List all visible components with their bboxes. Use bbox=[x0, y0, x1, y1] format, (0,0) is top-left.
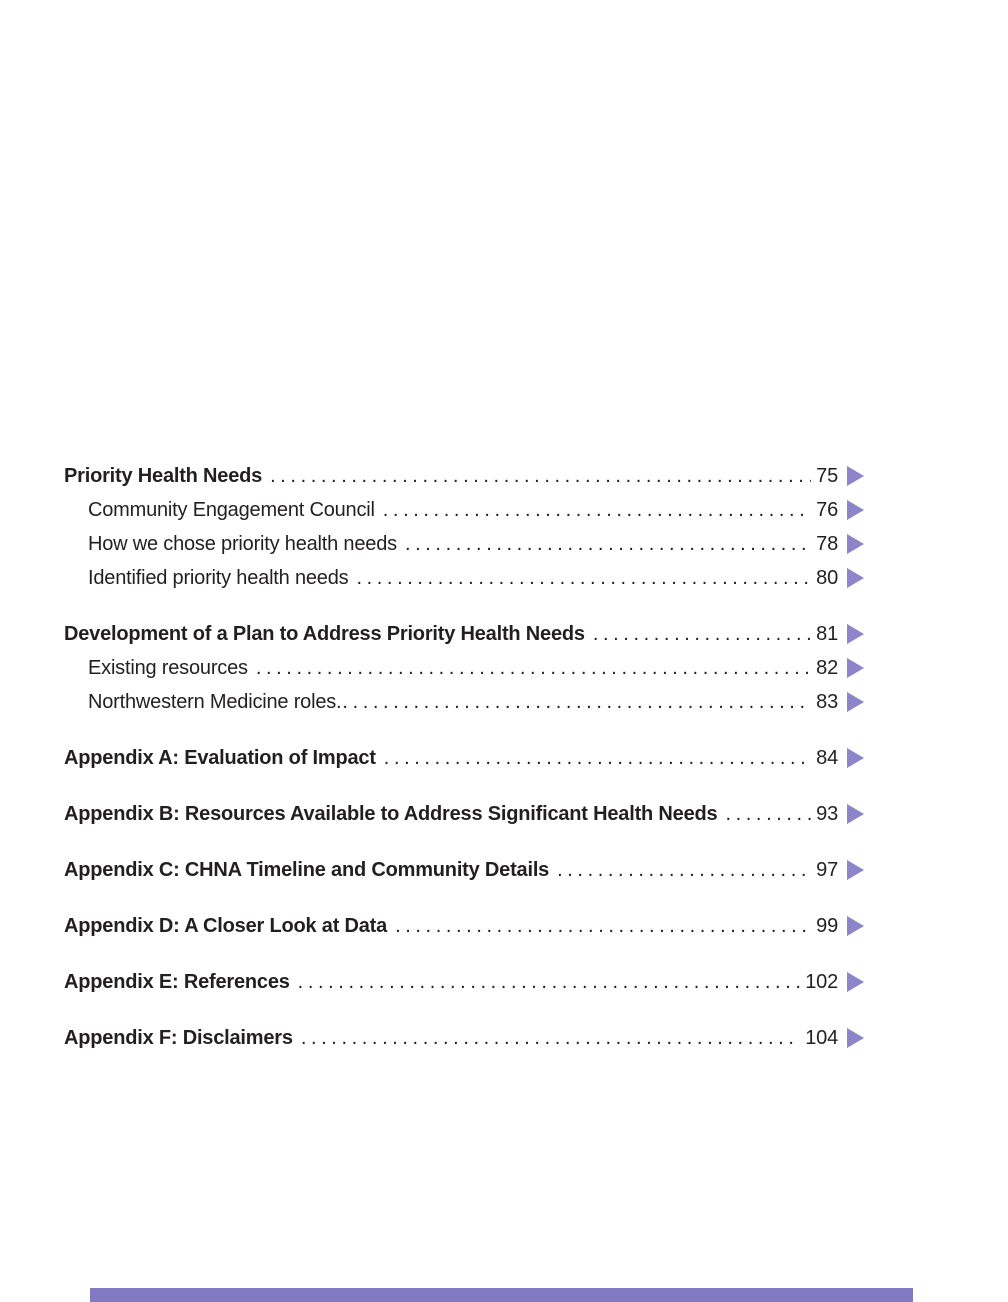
toc-entry[interactable] bbox=[64, 617, 864, 651]
arrow-right-icon[interactable] bbox=[847, 500, 864, 520]
toc-entry[interactable] bbox=[64, 797, 864, 831]
toc-entry[interactable] bbox=[64, 909, 864, 943]
arrow-right-icon[interactable] bbox=[847, 1028, 864, 1048]
arrow-right-icon[interactable] bbox=[847, 534, 864, 554]
toc-entry-page-number: 84 bbox=[816, 747, 838, 769]
dot-leader bbox=[342, 685, 811, 719]
toc-entry[interactable] bbox=[64, 493, 864, 527]
dot-leader bbox=[593, 617, 811, 651]
next-page-top-edge-bar bbox=[90, 1288, 913, 1302]
toc-entry-label: Development of a Plan to Address Priority Health Needs bbox=[64, 623, 585, 645]
toc-entry-page-number: 102 bbox=[805, 971, 838, 993]
dot-leader bbox=[270, 459, 811, 493]
toc-entry-label: Priority Health Needs bbox=[64, 465, 263, 487]
dot-leader bbox=[384, 741, 811, 775]
toc-entry-page-number: 83 bbox=[816, 691, 838, 713]
toc-entry-page-number: 80 bbox=[816, 567, 838, 589]
toc-entry-page-number: 75 bbox=[816, 465, 838, 487]
toc-entry-label: Identified priority health needs bbox=[88, 567, 349, 589]
arrow-right-icon[interactable] bbox=[847, 916, 864, 936]
toc-entry[interactable] bbox=[64, 853, 864, 887]
toc-entry-label: Appendix D: A Closer Look at Data bbox=[64, 915, 388, 937]
arrow-right-icon[interactable] bbox=[847, 748, 864, 768]
dot-leader bbox=[405, 527, 811, 561]
toc-entry-page-number: 82 bbox=[816, 657, 838, 679]
arrow-right-icon[interactable] bbox=[847, 804, 864, 824]
arrow-right-icon[interactable] bbox=[847, 972, 864, 992]
toc-entry-page-number: 99 bbox=[816, 915, 838, 937]
dot-leader bbox=[725, 797, 811, 831]
toc-entry[interactable] bbox=[64, 685, 864, 719]
toc-entry[interactable] bbox=[64, 965, 864, 999]
toc-entry[interactable] bbox=[64, 741, 864, 775]
toc-entry[interactable] bbox=[64, 651, 864, 685]
toc-entry-page-number: 81 bbox=[816, 623, 838, 645]
arrow-right-icon[interactable] bbox=[847, 860, 864, 880]
toc-entry-label: How we chose priority health needs bbox=[88, 533, 397, 555]
dot-leader bbox=[256, 651, 811, 685]
toc-entry-page-number: 76 bbox=[816, 499, 838, 521]
toc-entry-page-number: 78 bbox=[816, 533, 838, 555]
dot-leader bbox=[301, 1021, 800, 1055]
arrow-right-icon[interactable] bbox=[847, 568, 864, 588]
dot-leader bbox=[356, 561, 811, 595]
toc-entry[interactable] bbox=[64, 459, 864, 493]
arrow-right-icon[interactable] bbox=[847, 658, 864, 678]
arrow-right-icon[interactable] bbox=[847, 624, 864, 644]
toc-entry[interactable] bbox=[64, 561, 864, 595]
dot-leader bbox=[298, 965, 801, 999]
toc-entry-label: Appendix A: Evaluation of Impact bbox=[64, 747, 376, 769]
dot-leader bbox=[557, 853, 811, 887]
toc-entry[interactable] bbox=[64, 1021, 864, 1055]
toc-entry-label: Northwestern Medicine roles. bbox=[88, 691, 342, 713]
dot-leader bbox=[395, 909, 811, 943]
toc-entry-page-number: 104 bbox=[805, 1027, 838, 1049]
toc-entry-label: Community Engagement Council bbox=[88, 499, 375, 521]
arrow-right-icon[interactable] bbox=[847, 692, 864, 712]
arrow-right-icon[interactable] bbox=[847, 466, 864, 486]
toc-entry[interactable] bbox=[64, 527, 864, 561]
toc-entry-page-number: 97 bbox=[816, 859, 838, 881]
table-of-contents bbox=[64, 459, 864, 1055]
toc-entry-label: Appendix F: Disclaimers bbox=[64, 1027, 293, 1049]
toc-entry-label: Appendix C: CHNA Timeline and Community Details bbox=[64, 859, 550, 881]
toc-entry-label: Existing resources bbox=[88, 657, 248, 679]
dot-leader bbox=[383, 493, 811, 527]
toc-entry-label: Appendix E: References bbox=[64, 971, 290, 993]
toc-entry-label: Appendix B: Resources Available to Address Significant Health Needs bbox=[64, 803, 718, 825]
toc-entry-page-number: 93 bbox=[816, 803, 838, 825]
